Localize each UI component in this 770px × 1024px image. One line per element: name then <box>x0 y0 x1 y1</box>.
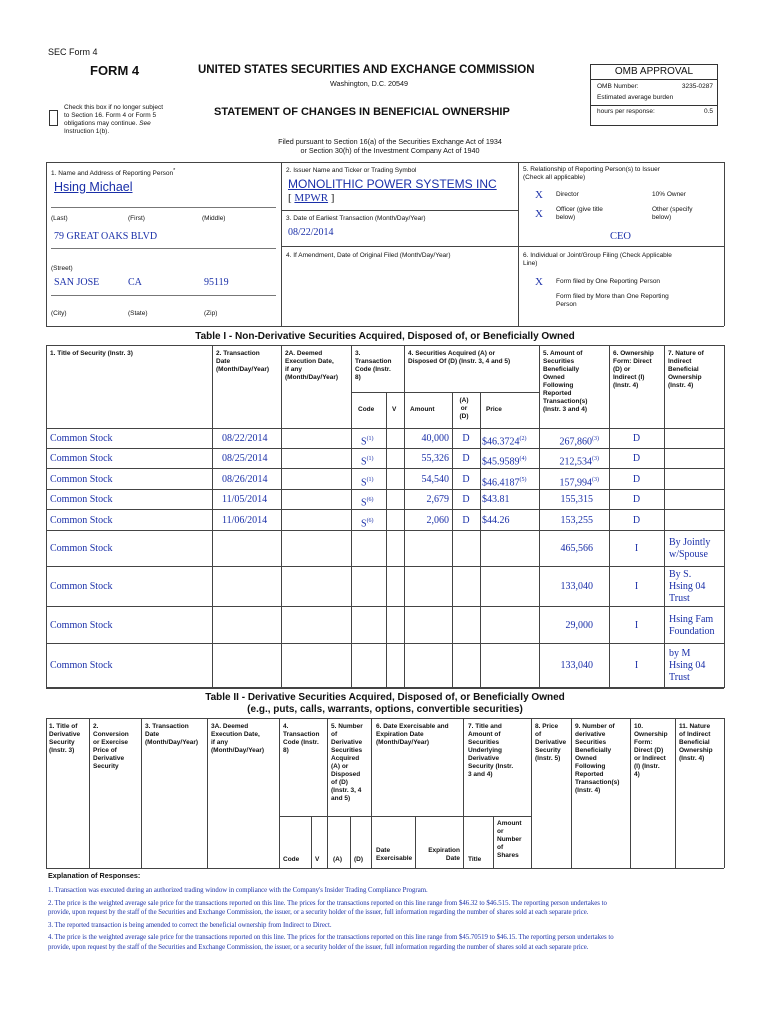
t2-sub-exp: Expiration Date <box>428 847 460 862</box>
t1-sub-code: Code <box>358 406 375 413</box>
omb-approval-box <box>590 64 718 126</box>
cell-acquired-disposed: D <box>462 494 470 505</box>
t1-sub-price: Price <box>486 406 502 413</box>
cell-transaction-code: $S^{(1)}$ <box>361 456 374 468</box>
t2-sub-row-rule <box>279 816 371 817</box>
t2-h4: 4. Transaction Code (Instr. 8) <box>283 723 320 754</box>
cell-acquired-disposed: D <box>462 514 470 526</box>
first-label: (First) <box>128 215 145 222</box>
t1-sub-amount: Amount <box>410 406 435 413</box>
cell-amount-owned: 153,255 <box>560 514 593 526</box>
cell-transaction-code: $S^{(1)}$ <box>361 435 374 447</box>
omb-title: OMB APPROVAL <box>591 65 717 80</box>
cell-security-title: Common Stock <box>50 514 113 526</box>
state-value: CA <box>128 277 142 288</box>
t2-sub-column-rule <box>350 816 351 868</box>
cell-security-title: Common Stock <box>50 543 113 554</box>
t2-sub-v: V <box>315 856 320 863</box>
cell-price: $46.3724$^{(2)}$ <box>482 435 527 447</box>
cell-nature-of-ownership: By S. Hsing 04 Trust <box>669 569 706 604</box>
t1-h-date: 2. Transaction Date (Month/Day/Year) <box>216 350 270 373</box>
director-label: Director <box>556 191 579 198</box>
t2-sub-column-rule <box>311 816 312 868</box>
cell-transaction-date: 11/05/2014 <box>222 494 268 505</box>
t1-h-nature: 7. Nature of Indirect Beneficial Ownership (Instr. 4) <box>668 350 704 389</box>
cell-amount-owned: 155,315 <box>560 494 593 505</box>
one-person-label: Form filed by One Reporting Person <box>556 278 661 285</box>
omb-hours-label: hours per response: <box>597 108 655 115</box>
statement-title: STATEMENT OF CHANGES IN BENEFICIAL OWNERSHIP <box>214 106 510 118</box>
checkbox-text: Check this box if no longer subject to Section 16. Form 4 or Form 5 obligations may continue. See Instruction 1(b). <box>64 104 163 135</box>
cell-price: $43.81 <box>482 494 510 505</box>
t1-h-owned: 5. Amount of Securities Beneficially Owned Following Reported Transaction(s) (Instr. 3 and 4) <box>543 350 588 413</box>
cell-amount: 2,060 <box>426 514 449 526</box>
t2-sub-code: Code <box>283 856 300 863</box>
cell-ownership-form: D <box>632 494 641 505</box>
cell-acquired-disposed: D <box>462 473 470 485</box>
table-row <box>46 644 724 688</box>
t1-sub-v: V <box>392 406 397 413</box>
zip-value: 95119 <box>204 277 229 288</box>
footnote-3: 3. The reported transaction is being amended to correct the beneficial ownership from Indirect to Direct. <box>48 921 332 929</box>
t2-h6: 6. Date Exercisable and Expiration Date (Month/Day/Year) <box>376 723 449 746</box>
cell-transaction-date: 08/22/2014 <box>222 432 268 444</box>
t2-column-rule <box>279 718 280 868</box>
t2-column-rule <box>327 718 328 868</box>
issuer-label: 2. Issuer Name and Ticker or Trading Symbol <box>286 167 417 174</box>
relationship-label: 5. Relationship of Reporting Person(s) to Issuer (Check all applicable) <box>523 166 660 181</box>
cell-amount-owned: 157,994$^{(3)}$ <box>559 476 599 488</box>
table-row <box>46 449 724 469</box>
cell-price: $44.26 <box>482 514 510 526</box>
director-mark[interactable]: X <box>535 189 543 201</box>
earliest-transaction-label: 3. Date of Earliest Transaction (Month/Day/Year) <box>286 215 426 222</box>
t2-h7: 7. Title and Amount of Securities Underlying Derivative Security (Instr. 3 and 4) <box>468 723 514 778</box>
t2-column-rule <box>89 718 90 868</box>
t2-column-rule <box>371 718 372 868</box>
cell-ownership-form: D <box>632 432 641 444</box>
cell-transaction-date: 08/26/2014 <box>222 473 268 485</box>
t2-sub-title: Title <box>468 856 482 863</box>
cell-amount: 55,326 <box>421 453 449 464</box>
t2-h5: 5. Number of Derivative Securities Acquired (A) or Disposed of (D) (Instr. 3, 4 and 5) <box>331 723 363 802</box>
cell-amount-owned: 133,040 <box>560 581 593 592</box>
t2-sub-amount: Amount or Number of Shares <box>497 820 522 859</box>
cell-price: $46.4187$^{(5)}$ <box>482 476 527 488</box>
commission-location: Washington, D.C. 20549 <box>330 79 409 88</box>
cell-amount: 40,000 <box>421 432 449 444</box>
filed-pursuant: Filed pursuant to Section 16(a) of the Securities Exchange Act of 1934 or Section 30(h) of the Investment Company Act of 1940 <box>278 137 502 155</box>
cell-nature-of-ownership: By Jointly w/Spouse <box>669 537 711 560</box>
footnote-1: 1. Transaction was executed during an authorized trading window in compliance with the Company's Insider Trading Compliance Program. <box>48 887 428 894</box>
t2-h2: 2. Conversion or Exercise Price of Derivative Security <box>93 723 129 770</box>
cell-price: $45.9589$^{(4)}$ <box>482 456 527 468</box>
issuer-name[interactable]: MONOLITHIC POWER SYSTEMS INC <box>288 177 497 191</box>
cell-ownership-form: D <box>632 453 641 464</box>
officer-label: Officer (give title below) <box>556 206 603 221</box>
cell-transaction-code: $S^{(1)}$ <box>361 476 374 488</box>
amendment-label: 4. If Amendment, Date of Original Filed (Month/Day/Year) <box>286 252 451 259</box>
cell-transaction-code: $S^{(6)}$ <box>361 517 374 529</box>
cell-security-title: Common Stock <box>50 660 113 671</box>
middle-label: (Middle) <box>202 215 226 222</box>
state-label: (State) <box>128 310 148 317</box>
cell-ownership-form: I <box>634 660 639 671</box>
ticker: [ MPWR ] <box>288 192 335 204</box>
cell-ownership-form: D <box>632 473 641 485</box>
t2-column-rule <box>46 718 47 868</box>
t2-column-rule <box>141 718 142 868</box>
t2-column-rule <box>207 718 208 868</box>
cell-security-title: Common Stock <box>50 453 113 464</box>
city-value: SAN JOSE <box>54 277 100 288</box>
one-person-mark[interactable]: X <box>535 276 543 288</box>
sec-form-label: SEC Form 4 <box>48 47 98 57</box>
t1-h-acquired: 4. Securities Acquired (A) or Disposed Of (D) (Instr. 3, 4 and 5) <box>408 350 511 365</box>
table-row <box>46 490 724 510</box>
omb-number-value: 3235-0287 <box>681 83 713 90</box>
t2-h8: 8. Price of Derivative Security (Instr. 5) <box>535 723 567 762</box>
footnote-4: 4. The price is the weighted average sale price for the transactions reported on this line. The prices for the transactions reported on this line range from $45.70519 to $46.15. The reporting person undertakes to provide, upon request by the staff of the Securities and Exchange Commission, the issuer, or a security holder of the issuer, full information regarding the number of shares sold at each separate price. <box>48 934 614 951</box>
footnote-2: 2. The price is the weighted average sale price for the transactions reported on this line. The prices for the transactions reported on this line range from $46.32 to $46.515. The reporting person undertakes to provide, upon request by the staff of the Securities and Exchange Commission, the issuer, or a security holder of the issuer, full information regarding the number of shares sold at each separate price. <box>48 899 607 916</box>
city-label: (City) <box>51 310 67 317</box>
cell-ownership-form: D <box>632 514 641 526</box>
explanation-title: Explanation of Responses: <box>48 871 141 880</box>
t1-h-form: 6. Ownership Form: Direct (D) or Indirect (I) (Instr. 4) <box>613 350 654 389</box>
cell-amount: 2,679 <box>426 494 449 505</box>
cell-amount-owned: 212,534$^{(3)}$ <box>559 456 599 468</box>
officer-mark[interactable]: X <box>535 208 543 220</box>
t1-h-title: 1. Title of Security (Instr. 3) <box>50 350 133 357</box>
t1-sub-ad: (A) or (D) <box>459 397 469 420</box>
cell-nature-of-ownership: by M Hsing 04 Trust <box>669 648 706 683</box>
cell-nature-of-ownership: Hsing Fam Foundation <box>669 613 715 637</box>
cell-acquired-disposed: D <box>462 453 470 464</box>
footnotes <box>48 886 728 952</box>
t2-h9: 9. Number of derivative Securities Beneficially Owned Following Reported Transaction(s) (Instr. 4) <box>575 723 620 794</box>
earliest-transaction-date: 08/22/2014 <box>288 227 334 238</box>
cell-transaction-code: $S^{(6)}$ <box>361 497 374 509</box>
t2-h3a: 3A. Deemed Execution Date, if any (Month/Day/Year) <box>211 723 265 754</box>
commission-title: UNITED STATES SECURITIES AND EXCHANGE COMMISSION <box>198 64 535 76</box>
cell-ownership-form: I <box>634 581 639 592</box>
t2-sub-d: (D) <box>354 856 364 863</box>
t2-h10: 10. Ownership Form: Direct (D) or Indirect (I) (Instr. 4) <box>634 723 668 778</box>
cell-security-title: Common Stock <box>50 473 113 485</box>
table-row <box>46 510 724 531</box>
cell-transaction-date: 11/06/2014 <box>222 514 268 526</box>
street-label: (Street) <box>51 265 73 272</box>
omb-burden-label: Estimated average burden <box>597 94 674 101</box>
cell-amount-owned: 133,040 <box>560 660 593 671</box>
form-number: FORM 4 <box>90 63 140 78</box>
table-row <box>46 567 724 607</box>
cell-ownership-form: I <box>634 543 639 554</box>
t2-sub-a: (A) <box>333 856 343 863</box>
t2-column-rule <box>571 718 572 868</box>
ticker-symbol[interactable]: MPWR <box>294 192 329 204</box>
t2-column-rule <box>724 718 725 868</box>
t2-h11: 11. Nature of Indirect Beneficial Ownership (Instr. 4) <box>679 723 713 762</box>
cell-amount-owned: 465,566 <box>560 543 593 554</box>
table-row <box>46 469 724 490</box>
omb-number-label: OMB Number: <box>597 83 639 90</box>
table-row <box>46 531 724 567</box>
cell-security-title: Common Stock <box>50 432 113 444</box>
cell-amount-owned: 29,000 <box>565 619 593 631</box>
other-label: Other (specify below) <box>652 206 693 221</box>
zip-label: (Zip) <box>204 310 218 317</box>
t2-column-rule <box>630 718 631 868</box>
cell-ownership-form: I <box>634 619 639 631</box>
t2-column-rule <box>531 718 532 868</box>
officer-title: CEO <box>610 231 631 242</box>
t2-sub-column-rule <box>493 816 494 868</box>
cell-acquired-disposed: D <box>462 432 470 444</box>
t2-column-rule <box>463 718 464 868</box>
table-row <box>46 428 724 449</box>
street-value: 79 GREAT OAKS BLVD <box>54 231 158 242</box>
cell-security-title: Common Stock <box>50 494 113 505</box>
t2-h3: 3. Transaction Date (Month/Day/Year) <box>145 723 199 746</box>
t1-h-deemed: 2A. Deemed Execution Date, if any (Month/Day/Year) <box>285 350 339 381</box>
t2-sub-column-rule <box>415 816 416 868</box>
omb-hours-value: 0.5 <box>703 108 713 115</box>
t1-h-code: 3. Transaction Code (Instr. 8) <box>355 350 392 381</box>
no-longer-subject-checkbox[interactable] <box>49 110 58 126</box>
cell-transaction-date: 08/25/2014 <box>222 453 268 464</box>
t2-h1: 1. Title of Derivative Security (Instr. 3) <box>49 723 81 754</box>
cell-amount: 54,540 <box>421 473 449 485</box>
t2-sub-date-ex: Date Exercisable <box>376 847 413 862</box>
filing-type-label: 6. Individual or Joint/Group Filing (Check Applicable Line) <box>523 252 672 267</box>
reporting-person-label: 1. Name and Address of Reporting Person* <box>51 168 176 178</box>
reporting-person-name[interactable]: Hsing Michael <box>54 180 133 194</box>
more-persons-label: Form filed by More than One Reporting Person <box>556 293 669 308</box>
table1-title: Table I - Non-Derivative Securities Acquired, Disposed of, or Beneficially Owned <box>195 331 575 342</box>
cell-amount-owned: 267,860$^{(3)}$ <box>559 435 599 447</box>
ten-percent-owner-label: 10% Owner <box>652 191 686 198</box>
table-row <box>46 607 724 644</box>
t2-column-rule <box>675 718 676 868</box>
cell-security-title: Common Stock <box>50 619 113 631</box>
cell-security-title: Common Stock <box>50 581 113 592</box>
table2-title: Table II - Derivative Securities Acquired, Disposed of, or Beneficially Owned (e.g., puts, calls, warrants, options, convertible securities) <box>205 692 565 715</box>
last-label: (Last) <box>51 215 68 222</box>
